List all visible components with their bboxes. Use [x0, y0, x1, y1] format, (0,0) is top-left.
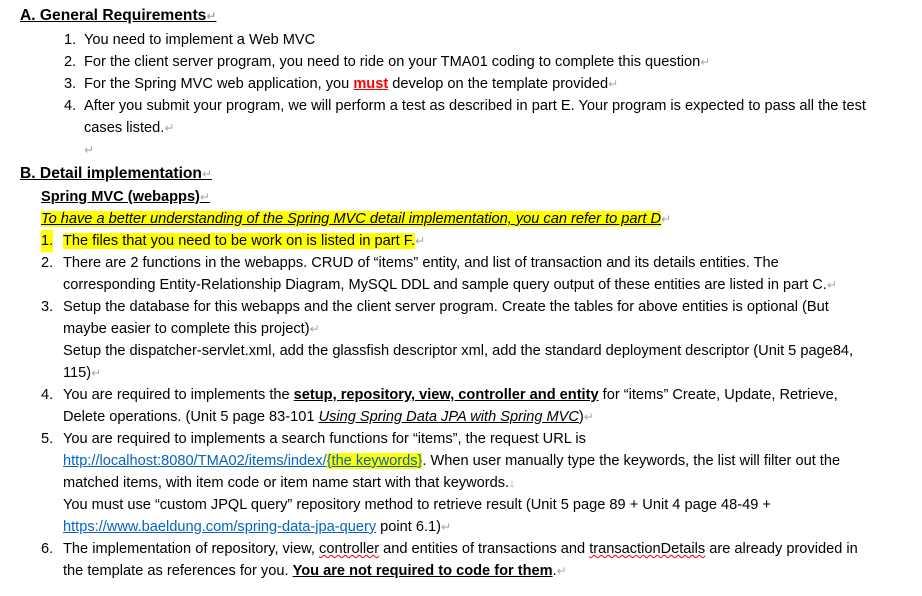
empty-paragraph — [84, 139, 94, 161]
paragraph-mark: ↵ — [206, 9, 217, 23]
paragraph-mark: ↵ — [91, 366, 102, 380]
list-item-continuation: https://www.baeldung.com/spring-data-jpa-query point 6.1)↵ — [63, 519, 452, 535]
paragraph-mark: ↵ — [608, 77, 619, 91]
list-number: 4. — [64, 98, 77, 114]
list-item-continuation: corresponding Entity-Relationship Diagram, MySQL DDL and sample query output of these entities are listed in part C.↵ — [63, 277, 837, 293]
note-line: To have a better understanding of the Spring MVC detail implementation, you can refer to part D↵ — [41, 211, 672, 227]
list-item-continuation: maybe easier to complete this project)↵ — [63, 321, 320, 337]
list-item: You need to implement a Web MVC — [84, 32, 316, 48]
paragraph-mark: ↵ — [84, 143, 95, 157]
list-item: For the Spring MVC web application, you must develop on the template provided↵ — [84, 76, 619, 92]
list-number: 1. — [41, 230, 53, 252]
list-item: The implementation of repository, view, controller and entities of transactions and transactionDetails are already provided in — [63, 541, 858, 557]
paragraph-mark: ↵ — [164, 121, 175, 135]
list-item-continuation: You must use “custom JPQL query” repository method to retrieve result (Unit 5 page 89 + Unit 4 page 48-49 + — [63, 497, 771, 513]
paragraph-mark: ↵ — [199, 190, 210, 204]
list-item: There are 2 functions in the webapps. CRUD of “items” entity, and list of transaction and its details entities. The — [63, 255, 779, 271]
list-item-continuation: the template as references for you. You are not required to code for them.↵ — [63, 563, 567, 579]
paragraph-mark: ↵ — [441, 520, 452, 534]
section-a-heading: A. General Requirements↵ — [20, 7, 217, 24]
keywords-placeholder[interactable]: {the keywords} — [326, 453, 423, 469]
paragraph-mark: ↵ — [583, 410, 594, 424]
localhost-link[interactable]: http://localhost:8080/TMA02/items/index/ — [63, 453, 327, 469]
list-item-continuation: Delete operations. (Unit 5 page 83-101 Using Spring Data JPA with Spring MVC)↵ — [63, 409, 594, 425]
list-item-continuation: 115)↵ — [63, 365, 102, 381]
section-b-heading: B. Detail implementation↵ — [20, 165, 213, 182]
list-number: 3. — [64, 76, 77, 92]
list-item: For the client server program, you need to ride on your TMA01 coding to complete this question↵ — [84, 54, 711, 70]
paragraph-mark: ↵ — [826, 278, 837, 292]
list-number: 1. — [64, 32, 77, 48]
list-number: 5. — [41, 431, 54, 447]
list-number: 2. — [41, 255, 54, 271]
list-item-continuation: cases listed.↵ — [84, 120, 175, 136]
list-item-continuation: http://localhost:8080/TMA02/items/index/{the keywords}. When user manually type the keywords, the list will filter out the — [63, 453, 841, 469]
emphasis-must: must — [353, 76, 389, 92]
paragraph-mark: ↵ — [700, 55, 711, 69]
spellcheck-word: transactionDetails — [589, 541, 706, 557]
subheading: Spring MVC (webapps)↵ — [41, 189, 210, 205]
list-number: 3. — [41, 299, 54, 315]
list-item: The files that you need to be work on is listed in part F.↵ — [63, 233, 426, 249]
list-item-continuation: Setup the dispatcher-servlet.xml, add the glassfish descriptor xml, add the standard deployment descriptor (Unit 5 page84, — [63, 343, 854, 359]
paragraph-mark: ↵ — [415, 234, 426, 248]
list-number: 4. — [41, 387, 54, 403]
list-item: After you submit your program, we will perform a test as described in part E. Your program is expected to pass all the test — [84, 98, 866, 114]
paragraph-mark: ↵ — [309, 322, 320, 336]
list-item: You are required to implements the setup, repository, view, controller and entity for “items” Create, Update, Retrieve, — [63, 387, 838, 403]
spellcheck-word: controller — [319, 541, 380, 557]
list-item-continuation: matched items, with item code or item name start with that keywords.↓ — [63, 475, 516, 491]
list-number: 6. — [41, 541, 54, 557]
list-item: Setup the database for this webapps and the client server program. Create the tables for above entities is optional (But — [63, 299, 829, 315]
list-number: 2. — [64, 54, 77, 70]
paragraph-mark: ↵ — [661, 212, 672, 226]
baeldung-link[interactable]: https://www.baeldung.com/spring-data-jpa-query — [63, 519, 377, 535]
list-item: You are required to implements a search functions for “items”, the request URL is — [63, 431, 586, 447]
line-break-mark: ↓ — [509, 476, 516, 490]
paragraph-mark: ↵ — [556, 564, 567, 578]
paragraph-mark: ↵ — [201, 167, 213, 181]
